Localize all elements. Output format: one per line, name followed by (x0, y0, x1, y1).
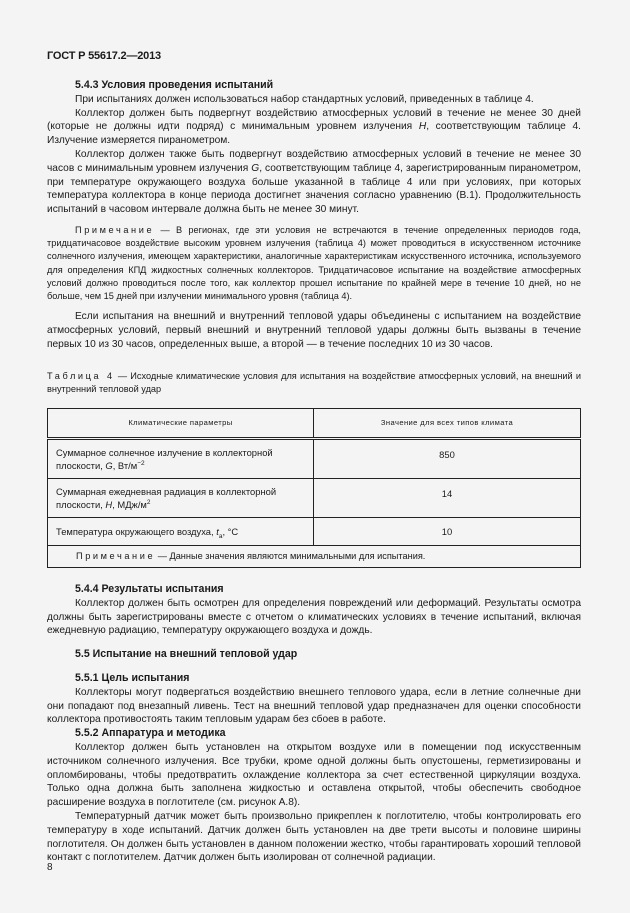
section-heading-5-4-3: 5.4.3 Условия проведения испытаний (75, 79, 274, 91)
text: , МДж/м (112, 498, 147, 510)
note-text: — В регионах, где эти условия не встречаются в течение определенных периодов года, тридцатичасовое воздействие высоким уровнем излучения (таблица 4) может проводиться в искусственном источнике солнечного излучения, имеющем характеристики, аналогичные характеристикам искусственного источника, используемого для определения КПД жидкостных солнечных коллекторов. Тридцатичасовое испытание на воздействие атмосферных условий должно проводиться после того, как коллектор прошел испытание по крайней мере в течение 10 дней, но не больше, чем 15 дней при излучении минимального уровня (таблица 4). (47, 224, 581, 301)
superscript: 2 (146, 498, 151, 506)
paragraph (47, 107, 581, 148)
section-heading-5-4-4: 5.4.4 Результаты испытания (75, 582, 224, 595)
text: Температура окружающего воздуха, (56, 525, 217, 537)
text: Суммарная ежедневная радиация в коллекторной плоскости, (56, 485, 277, 510)
page-number: 8 (47, 862, 53, 873)
table-cell-value: 14 (314, 478, 581, 517)
text: Коллектор должен быть подвергнут воздействию атмосферных условий в течение не менее 30 дней (которые не должны идти подряд) с минимальным уровнем излучения (47, 107, 581, 133)
paragraph: Коллектор должен быть установлен на открытом воздухе или в помещении под искусственным источником солнечного излучения. Все трубки, кроме одной должны быть опустошены, герметизированы и опломбированы, чтобы предотвратить охлаждение коллектора за счет естественной циркуляции воздуха. Только одна должна быть заполнена жидкостью и оставлена открытой, чтобы обеспечить свободное расширение воздуха в поглотителе (см. рисунок А.8). (47, 741, 581, 809)
table-caption (47, 370, 581, 396)
table-row (48, 478, 581, 517)
section-heading-5-5-1: 5.5.1 Цель испытания (75, 671, 190, 684)
variable: G (105, 459, 113, 471)
table-cell-value: 10 (314, 517, 581, 545)
note-label: Примечание (75, 224, 155, 235)
section-heading-5-5: 5.5 Испытание на внешний тепловой удар (75, 648, 298, 661)
text: Коллектор должен также быть подвергнут воздействию атмосферных условий в течение не менее 30 часов с минимальным уровнем излучения (47, 148, 581, 174)
text: Суммарное солнечное излучение в коллекторной плоскости, (56, 446, 273, 471)
table-caption-label: Таблица 4 (47, 370, 115, 381)
variable: H (105, 498, 113, 510)
table-cell-param (48, 517, 314, 545)
text: , соответствующим таблице 4, зарегистрированным пиранометром, при температуре окружающего воздуха больше указанной в таблице 4 или при условиях, при которых температура коллектора в конце периода достигнет значения согласно уравнению (В.1). Продолжительность испытаний в часовом интервале должна быть не менее 30 минут. (47, 162, 581, 216)
table-cell-value: 850 (314, 438, 581, 478)
document-header: ГОСТ Р 55617.2—2013 (47, 50, 161, 62)
table-4 (47, 408, 581, 568)
variable: G (251, 162, 260, 174)
table-header-row (48, 408, 581, 438)
superscript: −2 (137, 459, 145, 467)
text: , °С (222, 525, 239, 537)
subscript: a (218, 532, 223, 540)
note (47, 224, 581, 303)
table-note-row (48, 545, 581, 567)
table-caption-text: — Исходные климатические условия для испытания на воздействие атмосферных условий, на внешний и внутренний тепловой удар (47, 370, 581, 394)
table-header-cell: Климатические параметры (48, 408, 314, 438)
table-note (48, 545, 581, 567)
paragraph: Если испытания на внешний и внутренний тепловой удары объединены с испытанием на воздействие атмосферных условий, первый внешний и внутренний тепловой удары должны быть вызваны в течение первых 10 из 30 часов, определенных выше, а второй — в течение последних 10 из 30 часов. (47, 311, 581, 350)
document-body (47, 79, 581, 865)
paragraph: Температурный датчик может быть произвольно прикреплен к поглотителю, чтобы контролировать его температуру в ходе испытаний. Датчик должен быть установлен на две трети высоты и половине ширины поглотителя. Он должен быть установлен в данном положении жестко, чтобы гарантировать хороший тепловой контакт с поглотителем. Датчик должен быть изолирован от солнечной радиации. (47, 810, 581, 864)
table-cell-param (48, 478, 314, 517)
table-header-cell: Значение для всех типов климата (314, 408, 581, 438)
note-text: — Данные значения являются минимальными для испытания. (155, 550, 426, 561)
table-cell-param (48, 438, 314, 478)
note-label: Примечание (76, 550, 156, 561)
text: , Вт/м (112, 459, 138, 471)
paragraph (47, 148, 581, 217)
text: , соответствующим таблице 4. Излучение измеряется пиранометром. (47, 121, 581, 147)
variable: H (418, 121, 427, 133)
table-row (48, 517, 581, 545)
variable: t (216, 525, 219, 537)
table-row (48, 438, 581, 478)
paragraph: Коллекторы могут подвергаться воздействию внешнего теплового удара, если в летние солнечные дни они попадают под внезапный ливень. Тест на внешний тепловой удар предназначен для оценки способности коллектора противостоять таким тепловым ударам без сбоев в работе. (47, 686, 581, 726)
section-heading-5-5-2: 5.5.2 Аппаратура и методика (75, 727, 226, 740)
paragraph: Коллектор должен быть осмотрен для определения повреждений или деформаций. Результаты осмотра должны быть зарегистрированы вместе с отчетом о климатических условиях в течение испытаний, включая ежедневную радиацию, температуру окружающего воздуха и дождь. (47, 597, 581, 637)
paragraph: При испытаниях должен использоваться набор стандартных условий, приведенных в таблице 4. (75, 93, 534, 105)
